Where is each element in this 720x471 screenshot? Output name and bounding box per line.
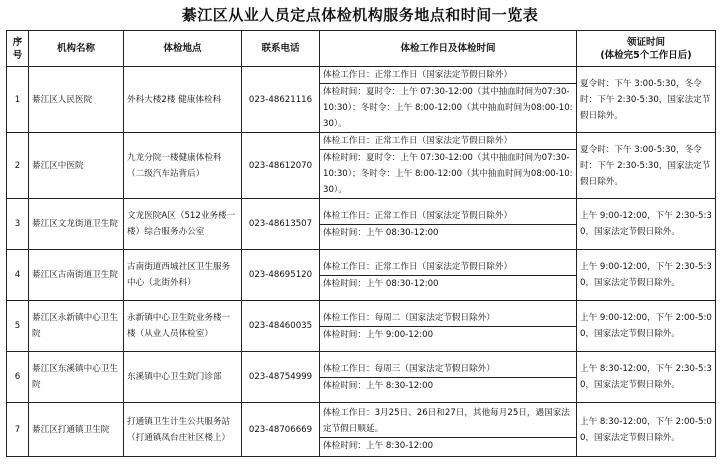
header-location: 体检地点 <box>124 31 242 67</box>
row-seq: 3 <box>7 199 29 250</box>
row-hours-workday: 体检工作日：正常工作日（国家法定节假日除外） <box>323 261 513 272</box>
header-row <box>7 31 716 67</box>
row-hours <box>320 352 577 403</box>
row-pickup: 上午 9:00-12:00，下午 2:30-5:30，国家法定节假日除外。 <box>577 250 716 301</box>
header-seq: 序号 <box>7 31 29 67</box>
row-name: 綦江区人民医院 <box>29 67 124 133</box>
row-location: 九龙分院一楼健康体检科（二级汽车站背后） <box>124 133 242 199</box>
institution-table <box>6 30 716 457</box>
header-phone: 联系电话 <box>242 31 320 67</box>
header-pickup <box>577 31 716 67</box>
row-name: 綦江区打通镇卫生院 <box>29 403 124 457</box>
row-pickup: 夏令时：下午 3:00-5:30，冬令时：下午 2:30-5:30，国家法定节假日除外。 <box>577 67 716 133</box>
table-row <box>7 199 716 250</box>
table-row <box>7 403 716 457</box>
row-hours-time: 体检时间：上午 08:30-12:00 <box>320 224 576 241</box>
header-pickup-line1: 领证时间 <box>626 36 665 48</box>
row-seq: 7 <box>7 403 29 457</box>
row-location: 文龙医院A区（512业务楼一楼）综合服务办公室 <box>124 199 242 250</box>
page-title: 綦江区从业人员定点体检机构服务地点和时间一览表 <box>181 6 539 24</box>
row-hours <box>320 301 577 352</box>
row-hours <box>320 403 577 457</box>
header-name: 机构名称 <box>29 31 124 67</box>
table-row <box>7 133 716 199</box>
row-hours-time: 体检时间：夏时令：上午 07:30-12:00（其中抽血时间为07:30-10:30）；冬时令：上午 8:00-12:00（其中抽血时间为08:00-10:30）。 <box>320 149 576 198</box>
row-hours-time: 体检时间：上午 08:30-12:00 <box>320 275 576 292</box>
row-phone: 023-48754999 <box>242 352 320 403</box>
row-seq: 5 <box>7 301 29 352</box>
table-row <box>7 301 716 352</box>
row-phone: 023-48695120 <box>242 250 320 301</box>
row-name: 綦江区永新镇中心卫生院 <box>29 301 124 352</box>
row-hours-workday: 体检工作日：正常工作日（国家法定节假日除外） <box>323 70 513 80</box>
row-name: 綦江区东溪镇中心卫生院 <box>29 352 124 403</box>
row-location: 外科大楼2楼 健康体检科 <box>124 67 242 133</box>
row-phone: 023-48612070 <box>242 133 320 199</box>
row-location: 永新镇中心卫生院业务楼一楼（从业人员体检室） <box>124 301 242 352</box>
table-row <box>7 67 716 133</box>
row-hours <box>320 250 577 301</box>
row-pickup: 夏令时：下午 3:00-5:30，冬令时：下午 2:30-5:30，国家法定节假日除外。 <box>577 133 716 199</box>
row-seq: 6 <box>7 352 29 403</box>
row-pickup: 上午 8:30-12:00，下午 2:30-5:30，国家法定节假日除外。 <box>577 352 716 403</box>
table-row <box>7 250 716 301</box>
row-name: 綦江区文龙街道卫生院 <box>29 199 124 250</box>
row-phone: 023-48613507 <box>242 199 320 250</box>
row-seq: 1 <box>7 67 29 133</box>
row-hours-workday: 体检工作日：正常工作日（国家法定节假日除外） <box>323 136 513 146</box>
row-phone: 023-48706669 <box>242 403 320 457</box>
row-hours-workday: 体检工作日：3月25日、26日和27日，其他每月25日，遇国家法定节假日顺延。 <box>323 408 570 434</box>
row-hours <box>320 133 577 199</box>
row-pickup: 上午 9:00-12:00，下午 2:30-5:30，国家法定节假日除外。 <box>577 199 716 250</box>
header-hours: 体检工作日及体检时间 <box>320 31 577 67</box>
row-hours-workday: 体检工作日：每周二（国家法定节假日除外） <box>323 312 495 323</box>
table-row <box>7 352 716 403</box>
row-phone: 023-48460035 <box>242 301 320 352</box>
row-name: 綦江区古南街道卫生院 <box>29 250 124 301</box>
row-hours-workday: 体检工作日：正常工作日（国家法定节假日除外） <box>323 210 513 221</box>
row-hours-time: 体检时间：上午 9:00-12:00 <box>320 326 576 343</box>
row-pickup: 上午 9:00-12:00，下午 2:00-5:00，国家法定节假日除外。 <box>577 301 716 352</box>
header-pickup-line2: (体检完5个工作日后) <box>600 49 692 61</box>
row-hours-time: 体检时间：夏时令：上午 07:30-12:00（其中抽血时间为07:30-10:30）；冬时令：上午 8:00-12:00（其中抽血时间为08:00-10:30）。 <box>320 83 576 132</box>
row-location: 东溪镇中心卫生院门诊部 <box>124 352 242 403</box>
row-seq: 2 <box>7 133 29 199</box>
row-hours-time: 体检时间：上午 8:30-12:00 <box>320 377 576 394</box>
row-hours-workday: 体检工作日：每周三（国家法定节假日除外） <box>323 363 495 374</box>
row-location: 古南街道西城社区卫生服务中心（北街外科） <box>124 250 242 301</box>
row-location: 打通镇卫生计生公共服务站（打通镇凤台庄社区楼上） <box>124 403 242 457</box>
row-hours <box>320 67 577 133</box>
row-hours-time: 体检时间：上午 8:30-12:00 <box>320 437 576 454</box>
row-name: 綦江区中医院 <box>29 133 124 199</box>
row-phone: 023-48621116 <box>242 67 320 133</box>
row-pickup: 上午 8:30-12:00，下午 2:00-5:00，国家法定节假日除外。 <box>577 403 716 457</box>
row-hours <box>320 199 577 250</box>
row-seq: 4 <box>7 250 29 301</box>
